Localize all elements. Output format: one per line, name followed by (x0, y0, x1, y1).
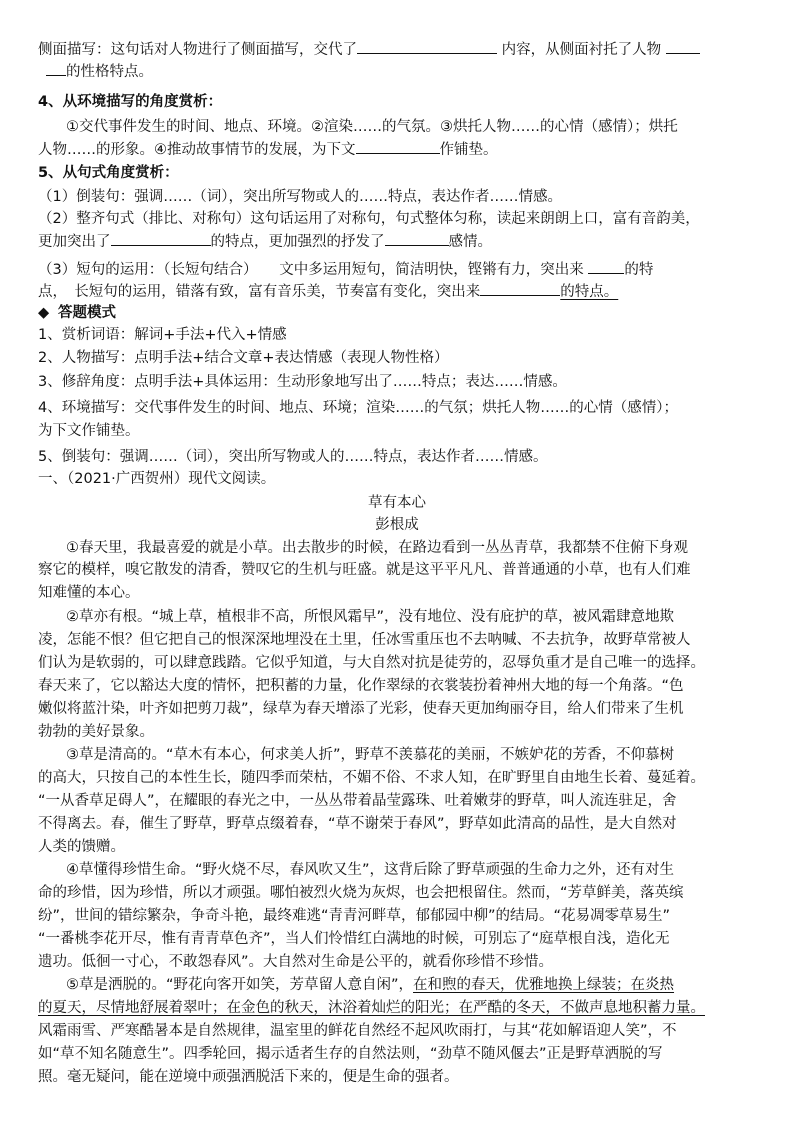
text: 点， 长短句的运用，错落有致，富有音乐美，节奏富有变化，突出来 (38, 284, 481, 300)
paragraph-2: 勃勃的美好景象。 (38, 724, 154, 740)
section-heading: 一、（2021·广西贺州）现代文阅读。 (38, 471, 276, 487)
paragraph-2: 们认为是软弱的，可以肆意践踏。它似乎知道，与大自然对抗是徒劳的，忍辱负重才是自己唯一的选择。 (38, 655, 705, 671)
mode-item-3: 3、修辞角度：点明手法+具体运用：生动形象地写出了……特点；表达……情感。 (38, 374, 567, 390)
paragraph-4: 纷”，世间的错综繁杂，争奇斗艳，最终难逃“青青河畔草，郁郁园中柳”的结局。“花易凋零草易生” (38, 908, 671, 924)
environment-line-2 (38, 138, 760, 161)
text: 的特 (624, 262, 654, 278)
diamond-icon: ◆ (38, 305, 50, 321)
paragraph-3: 人类的馈赠。 (38, 839, 125, 855)
mode-item-5: 5、倒装句：强调……（词），突出所写物或人的……特点，表达作者……情感。 (38, 449, 548, 465)
answer-mode-heading (38, 302, 760, 324)
answer-blank (588, 258, 624, 274)
paragraph-3: 不得离去。春，催生了野草，野草点缀着春，“草不谢荣于春风”，野草如此清高的品性，是大自然对 (38, 816, 677, 832)
heading-sentence: 5、从句式角度赏析： (38, 165, 179, 181)
mode-item-1: 1、赏析词语：解词+手法+代入+情感 (38, 327, 287, 343)
paragraph-5-underlined: 的夏天，尽情地舒展着翠叶；在金色的秋天，沐浴着灿烂的阳光；在严酷的冬天，不做声息地积蓄力量。 (38, 1000, 705, 1016)
answer-blank (385, 230, 449, 246)
text: 更加突出了 (38, 234, 111, 250)
text: 感情。 (448, 234, 492, 250)
paragraph-1: ①春天里，我最喜爱的就是小草。出去散步的时候，在路边看到一丛丛青草，我都禁不住俯下身观 (66, 540, 688, 556)
paragraph-1: 察它的模样，嗅它散发的清香，赞叹它的生机与旺盛。就是这平平凡凡、普普通通的小草，也有人们难 (38, 562, 691, 578)
answer-blank (480, 280, 560, 296)
answer-blank (666, 38, 700, 54)
mode-item-2: 2、人物描写：点明手法+结合文章+表达情感（表现人物性格） (38, 350, 449, 366)
paragraph-5: 如“草不知名随意生”。四季轮回，揭示适者生存的自然法则，“劲草不随风偃去”正是野草洒脱的写 (38, 1046, 663, 1062)
sentence-line-3 (38, 230, 760, 253)
text: 的性格特点。 (66, 64, 153, 80)
side-description-line (38, 38, 760, 61)
paragraph-4: ④草懂得珍惜生命。“野火烧不尽，春风吹又生”，这背后除了野草顽强的生命力之外，还有对生 (66, 862, 675, 878)
paragraph-5: 风霜雨雪、严寒酷暑本是自然规律，温室里的鲜花自然经不起风吹雨打，与其“花如解语迎人笑”，不 (38, 1023, 677, 1039)
text: 的特点。 (560, 284, 619, 300)
sentence-line-2: （2）整齐句式（排比、对称句）这句话运用了对称句，句式整体匀称，读起来朗朗上口，富有音韵美， (38, 211, 700, 227)
mode-item-4: 4、环境描写：交代事件发生的时间、地点、环境；渲染……的气氛；烘托人物……的心情（感情）； (38, 400, 678, 416)
text: ⑤草是洒脱的。“野花向客开如笑，芳草留人意自闲”， (66, 977, 414, 993)
text: 答题模式 (58, 305, 116, 321)
paragraph-5 (38, 974, 760, 996)
side-description-line-2 (38, 60, 760, 83)
text: 人物……的形象。④推动故事情节的发展，为下文 (38, 142, 356, 158)
paragraph-3: ③草是清高的。“草木有本心，何求美人折”，野草不羡慕花的美丽，不嫉妒花的芳香，不仰慕树 (66, 747, 675, 763)
paragraph-4: 命的珍惜，因为珍惜，所以才顽强。哪怕被烈火烧为灰烬，也会把根留住。然而，“芳草鲜美，落英缤 (38, 885, 684, 901)
sentence-line-4 (38, 258, 760, 281)
paragraph-1: 知难懂的本心。 (38, 585, 140, 601)
answer-blank (357, 38, 497, 54)
text: 作铺垫。 (439, 142, 498, 158)
paragraph-3: “一从香草足碍人”，在耀眼的春光之中，一丛丛带着晶莹露珠、吐着嫩芽的野草，叫人流连驻足，舍 (38, 793, 677, 809)
text: 内容，从侧面衬托了人物 (501, 42, 662, 58)
answer-blank (111, 230, 211, 246)
paragraph-5: 照。毫无疑问，能在逆境中顽强洒脱活下来的，便是生命的强者。 (38, 1069, 459, 1085)
environment-line-1: ①交代事件发生的时间、地点、环境。②渲染……的气氛。③烘托人物……的心情（感情）；烘托 (66, 119, 678, 135)
paragraph-4: “一番桃李花开尽，惟有青青草色齐”，当人们怜惜红白满地的时候，可别忘了“庭草根自浅，造化无 (38, 931, 670, 947)
heading-environment: 4、从环境描写的角度赏析： (38, 94, 223, 110)
article-title: 草有本心 (368, 495, 426, 511)
text: 的特点，更加强烈的抒发了 (210, 234, 385, 250)
paragraph-2: ②草亦有根。“城上草，植根非不高，所恨风霜早”，没有地位、没有庇护的草，被风霜肆意地欺 (66, 609, 675, 625)
article-author: 彭根成 (375, 517, 419, 533)
text: （3）短句的运用：（长短句结合） 文中多运用短句，简洁明快，铿锵有力，突出来 (38, 262, 584, 278)
paragraph-2: 嫩似将蓝汁染，叶齐如把剪刀裁”，绿草为春天增添了光彩，使春天更加绚丽夺目，给人们带来了生机 (38, 701, 684, 717)
sentence-line-5 (38, 280, 760, 303)
paragraph-2: 凌，怎能不恨？但它把自己的恨深深地埋没在土里，任冰雪重压也不去呐喊、不去抗争，故野草常被人 (38, 632, 691, 648)
answer-blank (356, 138, 440, 154)
text: 侧面描写：这句话对人物进行了侧面描写，交代了 (38, 42, 357, 58)
underlined-text: 在和煦的春天，优雅地换上绿装；在炎热 (413, 977, 675, 993)
paragraph-3: 的高大，只按自己的本性生长，随四季而荣枯，不媚不俗、不求人知，在旷野里自由地生长着、蔓延着。 (38, 770, 705, 786)
paragraph-4: 遗功。低徊一寸心，不敢怨春风”。大自然对生命是公平的，就看你珍惜不珍惜。 (38, 954, 554, 970)
mode-item-4b: 为下文作铺垫。 (38, 423, 140, 439)
answer-blank (46, 60, 66, 76)
paragraph-2: 春天来了，它以豁达大度的情怀，把积蓄的力量，化作翠绿的衣裳装扮着神州大地的每一个角落。“色 (38, 678, 684, 694)
sentence-line-1: （1）倒装句：强调……（词），突出所写物或人的……特点，表达作者……情感。 (38, 189, 562, 205)
